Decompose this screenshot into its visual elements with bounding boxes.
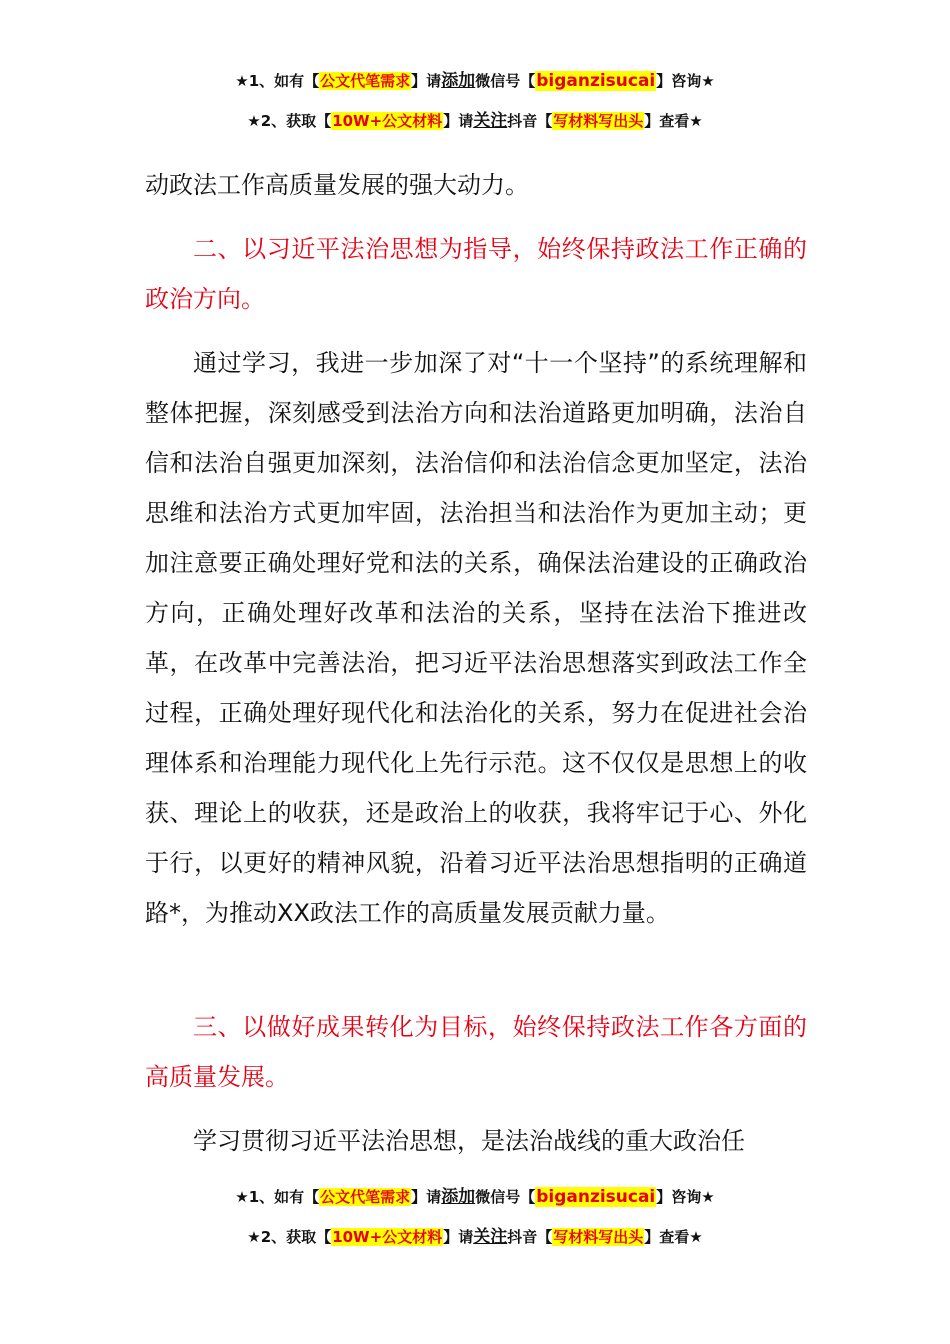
ad-text: 微信号【 xyxy=(475,1188,536,1206)
ad-suffix: 】查看★ xyxy=(644,112,703,130)
ad-underlined: 关注 xyxy=(473,111,508,131)
ad-suffix: 】咨询★ xyxy=(656,1188,715,1206)
ad-text: 抖音【 xyxy=(507,1228,553,1246)
ad-prefix: ★2、获取【 xyxy=(247,1228,332,1246)
ad-douyin-id: 写材料写出头 xyxy=(553,112,644,130)
section-heading-3: 三、以做好成果转化为目标，始终保持政法工作各方面的高质量发展。 xyxy=(145,1013,807,1091)
ad-underlined: 关注 xyxy=(473,1227,508,1247)
section-2-paragraph: 通过学习，我进一步加深了对“十一个坚持”的系统理解和整体把握，深刻感受到法治方向和法治道路更加明确，法治自信和法治自强更加深刻，法治信仰和法治信念更加坚定，法治思维和法治方式更加牢固，法治担当和法治作为更加主动；更加注意要正确处理好党和法的关系，确保法治建设的正确政治方向，正确处理好改革和法治的关系，坚持在法治下推进改革，在改革中完善法治，把习近平法治思想落实到政法工作全过程，正确处理好现代化和法治化的关系，努力在促进社会治理体系和治理能力现代化上先行示范。这不仅仅是思想上的收获、理论上的收获，还是政治上的收获，我将牢记于心、外化于行，以更好的精神风貌，沿着习近平法治思想指明的正确道路*，为推动XX政法工作的高质量发展贡献力量。 xyxy=(145,349,807,927)
ad-wechat-id: biganzisucai xyxy=(536,1187,656,1207)
ad-prefix: ★1、如有【 xyxy=(235,1188,320,1206)
continuation-paragraph: 动政法工作高质量发展的强大动力。 xyxy=(145,171,529,199)
ad-text: 】请 xyxy=(411,72,442,90)
header-ad-line-2 xyxy=(0,110,950,132)
section-3-paragraph: 学习贯彻习近平法治思想，是法治战线的重大政治任 xyxy=(193,1127,745,1155)
ad-prefix: ★1、如有【 xyxy=(235,72,320,90)
ad-text: 微信号【 xyxy=(475,72,536,90)
ad-underlined: 添加 xyxy=(441,71,476,91)
ad-prefix: ★2、获取【 xyxy=(247,112,332,130)
ad-text: 】请 xyxy=(443,112,474,130)
ad-douyin-id: 写材料写出头 xyxy=(553,1228,644,1246)
ad-text: 】请 xyxy=(443,1228,474,1246)
ad-highlight: 10W+公文材料 xyxy=(332,112,443,130)
ad-highlight: 10W+公文材料 xyxy=(332,1228,443,1246)
ad-text: 】请 xyxy=(411,1188,442,1206)
ad-highlight: 公文代笔需求 xyxy=(320,72,411,90)
ad-wechat-id: biganzisucai xyxy=(536,71,656,91)
ad-suffix: 】查看★ xyxy=(644,1228,703,1246)
header-ad-line-1 xyxy=(0,70,950,92)
section-heading-2: 二、以习近平法治思想为指导，始终保持政法工作正确的政治方向。 xyxy=(145,235,807,313)
footer-ad-line-2 xyxy=(0,1226,950,1248)
ad-highlight: 公文代笔需求 xyxy=(320,1188,411,1206)
ad-underlined: 添加 xyxy=(441,1187,476,1207)
ad-suffix: 】咨询★ xyxy=(656,72,715,90)
footer-ad-line-1 xyxy=(0,1186,950,1208)
ad-text: 抖音【 xyxy=(507,112,553,130)
